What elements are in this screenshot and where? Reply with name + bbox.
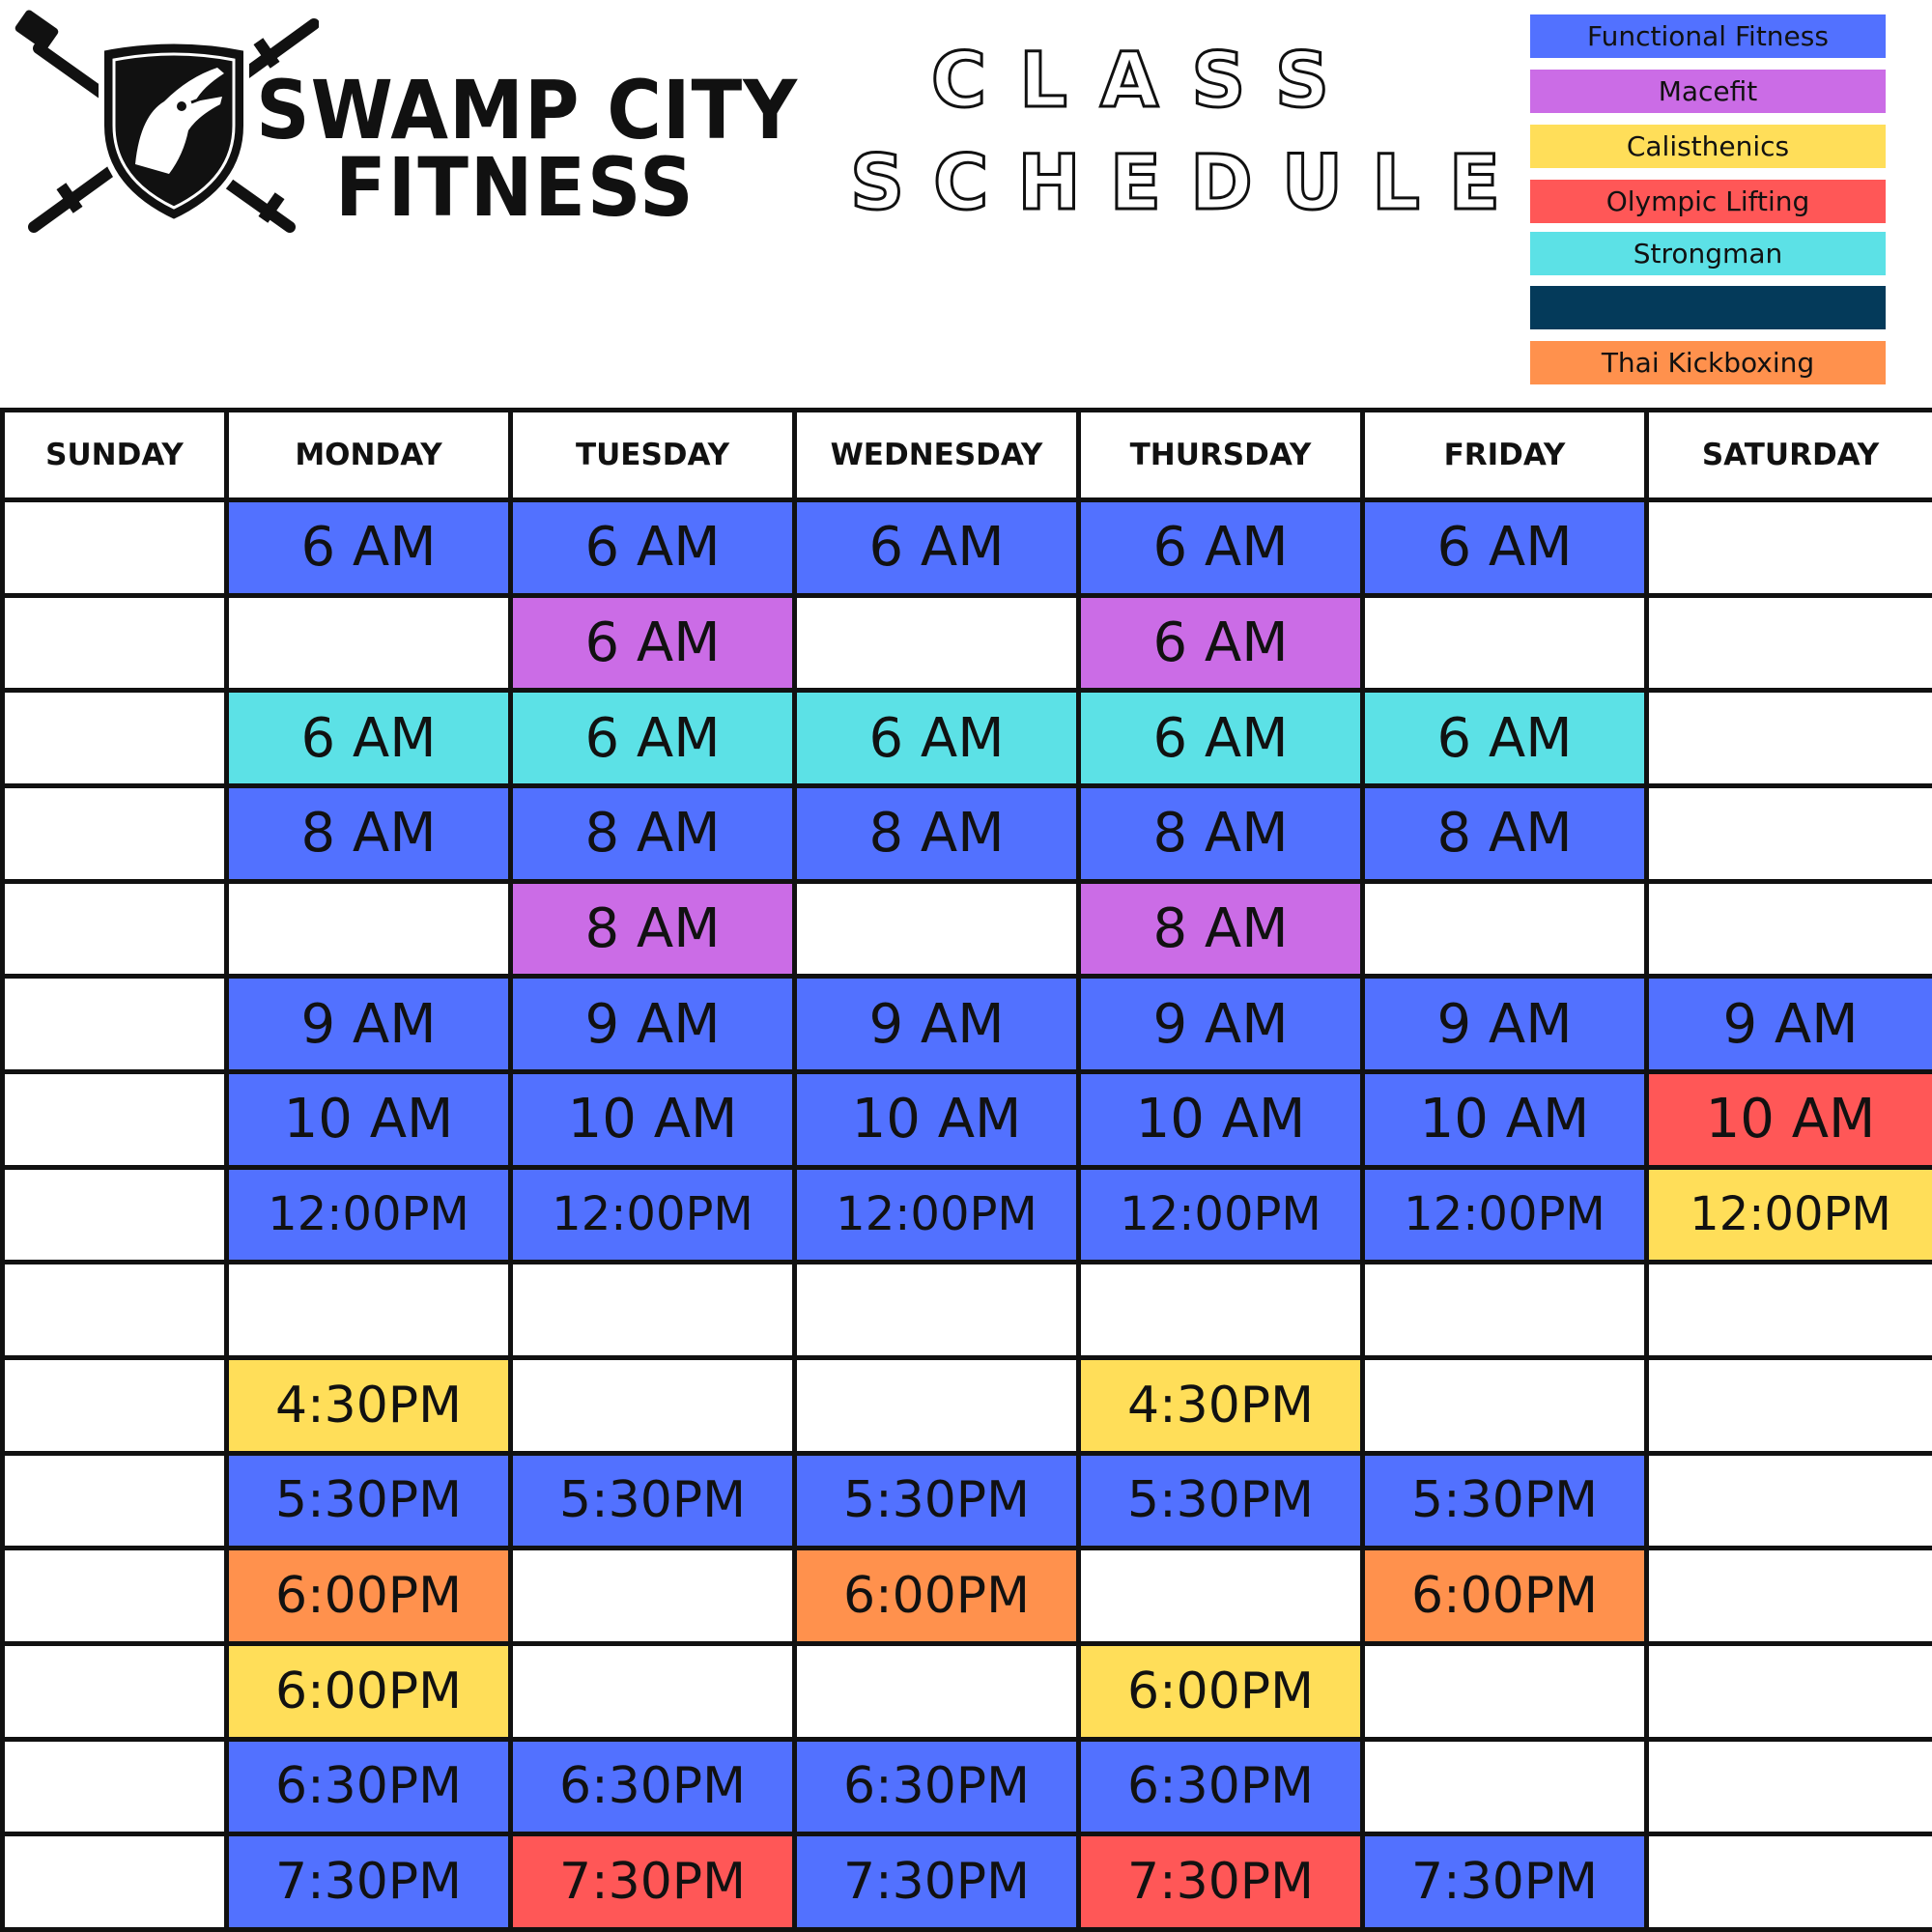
empty-slot — [3, 1453, 227, 1548]
time-slot-row — [3, 1643, 1932, 1739]
day-header-thursday: THURSDAY — [1079, 411, 1363, 500]
class-slot: 9 AM — [227, 977, 511, 1072]
legend-item-unlabeled — [1530, 286, 1886, 329]
empty-slot — [3, 595, 227, 691]
time-slot-row — [3, 1834, 1932, 1930]
empty-slot — [3, 1643, 227, 1739]
empty-slot — [227, 1263, 511, 1358]
time-slot-row — [3, 500, 1932, 596]
empty-slot — [3, 1548, 227, 1644]
class-slot: 8 AM — [1079, 881, 1363, 977]
class-slot: 6:30PM — [227, 1739, 511, 1834]
empty-slot — [511, 1357, 795, 1453]
empty-slot — [3, 1357, 227, 1453]
title-line1: CLASS — [930, 38, 1363, 125]
empty-slot — [1363, 1739, 1647, 1834]
empty-slot — [1647, 1453, 1932, 1548]
empty-slot — [795, 1263, 1079, 1358]
class-slot: 7:30PM — [227, 1834, 511, 1930]
empty-slot — [3, 977, 227, 1072]
empty-slot — [3, 1739, 227, 1834]
class-slot: 5:30PM — [795, 1453, 1079, 1548]
day-header-sunday: SUNDAY — [3, 411, 227, 500]
empty-slot — [511, 1548, 795, 1644]
empty-slot — [3, 500, 227, 596]
empty-slot — [795, 595, 1079, 691]
legend-label: Macefit — [1658, 75, 1758, 107]
class-slot: 10 AM — [1647, 1071, 1932, 1167]
class-slot: 7:30PM — [795, 1834, 1079, 1930]
class-slot: 9 AM — [795, 977, 1079, 1072]
time-slot-row — [3, 785, 1932, 881]
empty-slot — [3, 1071, 227, 1167]
day-header-friday: FRIDAY — [1363, 411, 1647, 500]
class-slot: 6 AM — [227, 691, 511, 786]
class-slot: 5:30PM — [227, 1453, 511, 1548]
time-slot-row — [3, 595, 1932, 691]
title-line2: SCHEDULE — [850, 140, 1530, 227]
class-slot: 6 AM — [795, 691, 1079, 786]
day-header-tuesday: TUESDAY — [511, 411, 795, 500]
class-slot: 12:00PM — [1363, 1167, 1647, 1263]
empty-slot — [1079, 1548, 1363, 1644]
empty-slot — [1647, 1357, 1932, 1453]
class-slot: 6:30PM — [795, 1739, 1079, 1834]
empty-slot — [3, 1834, 227, 1930]
class-slot: 12:00PM — [795, 1167, 1079, 1263]
empty-slot — [795, 881, 1079, 977]
class-slot: 6:00PM — [1363, 1548, 1647, 1644]
class-slot: 12:00PM — [511, 1167, 795, 1263]
empty-slot — [1363, 1263, 1647, 1358]
time-slot-row — [3, 1071, 1932, 1167]
time-slot-row — [3, 977, 1932, 1072]
empty-slot — [1363, 595, 1647, 691]
day-header-saturday: SATURDAY — [1647, 411, 1932, 500]
class-slot: 6:00PM — [795, 1548, 1079, 1644]
class-slot: 8 AM — [1079, 785, 1363, 881]
empty-slot — [511, 1643, 795, 1739]
day-header-row — [3, 411, 1932, 500]
brand-name-line2: FITNESS — [335, 140, 696, 235]
empty-slot — [3, 691, 227, 786]
empty-slot — [3, 1167, 227, 1263]
empty-slot — [1647, 595, 1932, 691]
empty-slot — [1363, 881, 1647, 977]
class-slot: 10 AM — [795, 1071, 1079, 1167]
empty-slot — [795, 1643, 1079, 1739]
class-slot: 9 AM — [1079, 977, 1363, 1072]
empty-slot — [795, 1357, 1079, 1453]
gym-logo — [10, 10, 799, 242]
time-slot-row — [3, 1263, 1932, 1358]
empty-slot — [3, 1263, 227, 1358]
class-slot: 6:00PM — [227, 1643, 511, 1739]
legend-label: Functional Fitness — [1587, 20, 1829, 52]
class-slot: 6:30PM — [511, 1739, 795, 1834]
empty-slot — [227, 595, 511, 691]
class-slot: 12:00PM — [227, 1167, 511, 1263]
class-slot: 4:30PM — [227, 1357, 511, 1453]
empty-slot — [1079, 1263, 1363, 1358]
class-slot: 6 AM — [227, 500, 511, 596]
class-slot: 6 AM — [1363, 691, 1647, 786]
legend-item-olympic-lifting — [1530, 180, 1886, 223]
class-slot: 6:00PM — [227, 1548, 511, 1644]
legend-label: Strongman — [1633, 238, 1783, 270]
empty-slot — [511, 1263, 795, 1358]
empty-slot — [1647, 785, 1932, 881]
class-slot: 6 AM — [511, 691, 795, 786]
class-slot: 10 AM — [227, 1071, 511, 1167]
class-slot: 5:30PM — [511, 1453, 795, 1548]
class-slot: 6:30PM — [1079, 1739, 1363, 1834]
legend-item-macefit — [1530, 70, 1886, 113]
legend-item-strongman — [1530, 232, 1886, 275]
empty-slot — [1363, 1643, 1647, 1739]
class-slot: 12:00PM — [1647, 1167, 1932, 1263]
class-slot: 6 AM — [795, 500, 1079, 596]
brand-name-line1: SWAMP CITY — [256, 63, 799, 157]
class-slot: 6 AM — [1079, 500, 1363, 596]
empty-slot — [1647, 1834, 1932, 1930]
empty-slot — [1363, 1357, 1647, 1453]
class-slot: 10 AM — [1079, 1071, 1363, 1167]
class-slot: 7:30PM — [1363, 1834, 1647, 1930]
class-slot: 7:30PM — [511, 1834, 795, 1930]
empty-slot — [227, 881, 511, 977]
class-slot: 8 AM — [511, 881, 795, 977]
class-slot: 4:30PM — [1079, 1357, 1363, 1453]
class-slot: 6:00PM — [1079, 1643, 1363, 1739]
class-slot: 12:00PM — [1079, 1167, 1363, 1263]
empty-slot — [1647, 881, 1932, 977]
legend-item-calisthenics — [1530, 125, 1886, 168]
class-slot: 10 AM — [1363, 1071, 1647, 1167]
time-slot-row — [3, 1357, 1932, 1453]
class-slot: 6 AM — [511, 595, 795, 691]
class-slot: 5:30PM — [1079, 1453, 1363, 1548]
time-slot-row — [3, 881, 1932, 977]
legend-label: Thai Kickboxing — [1601, 347, 1815, 379]
legend-item-thai-kickboxing — [1530, 341, 1886, 384]
empty-slot — [1647, 1643, 1932, 1739]
class-slot: 8 AM — [511, 785, 795, 881]
class-slot: 6 AM — [1079, 595, 1363, 691]
empty-slot — [1647, 500, 1932, 596]
day-header-monday: MONDAY — [227, 411, 511, 500]
legend-item-functional-fitness — [1530, 14, 1886, 58]
class-slot: 9 AM — [511, 977, 795, 1072]
empty-slot — [1647, 1739, 1932, 1834]
page-title — [821, 38, 1530, 227]
class-slot: 6 AM — [511, 500, 795, 596]
class-slot: 5:30PM — [1363, 1453, 1647, 1548]
time-slot-row — [3, 1453, 1932, 1548]
empty-slot — [1647, 1548, 1932, 1644]
time-slot-row — [3, 1548, 1932, 1644]
time-slot-row — [3, 1739, 1932, 1834]
class-slot: 7:30PM — [1079, 1834, 1363, 1930]
empty-slot — [1647, 691, 1932, 786]
class-slot: 6 AM — [1079, 691, 1363, 786]
time-slot-row — [3, 691, 1932, 786]
empty-slot — [1647, 1263, 1932, 1358]
class-slot: 8 AM — [227, 785, 511, 881]
legend-label: Calisthenics — [1626, 130, 1790, 162]
class-slot: 9 AM — [1647, 977, 1932, 1072]
empty-slot — [3, 785, 227, 881]
empty-slot — [3, 881, 227, 977]
time-slot-row — [3, 1167, 1932, 1263]
schedule-table — [0, 408, 1932, 1932]
class-slot: 8 AM — [795, 785, 1079, 881]
schedule-body — [3, 500, 1932, 1930]
legend-label: Olympic Lifting — [1605, 185, 1810, 217]
class-slot: 9 AM — [1363, 977, 1647, 1072]
class-slot: 8 AM — [1363, 785, 1647, 881]
class-slot: 6 AM — [1363, 500, 1647, 596]
class-slot: 10 AM — [511, 1071, 795, 1167]
day-header-wednesday: WEDNESDAY — [795, 411, 1079, 500]
